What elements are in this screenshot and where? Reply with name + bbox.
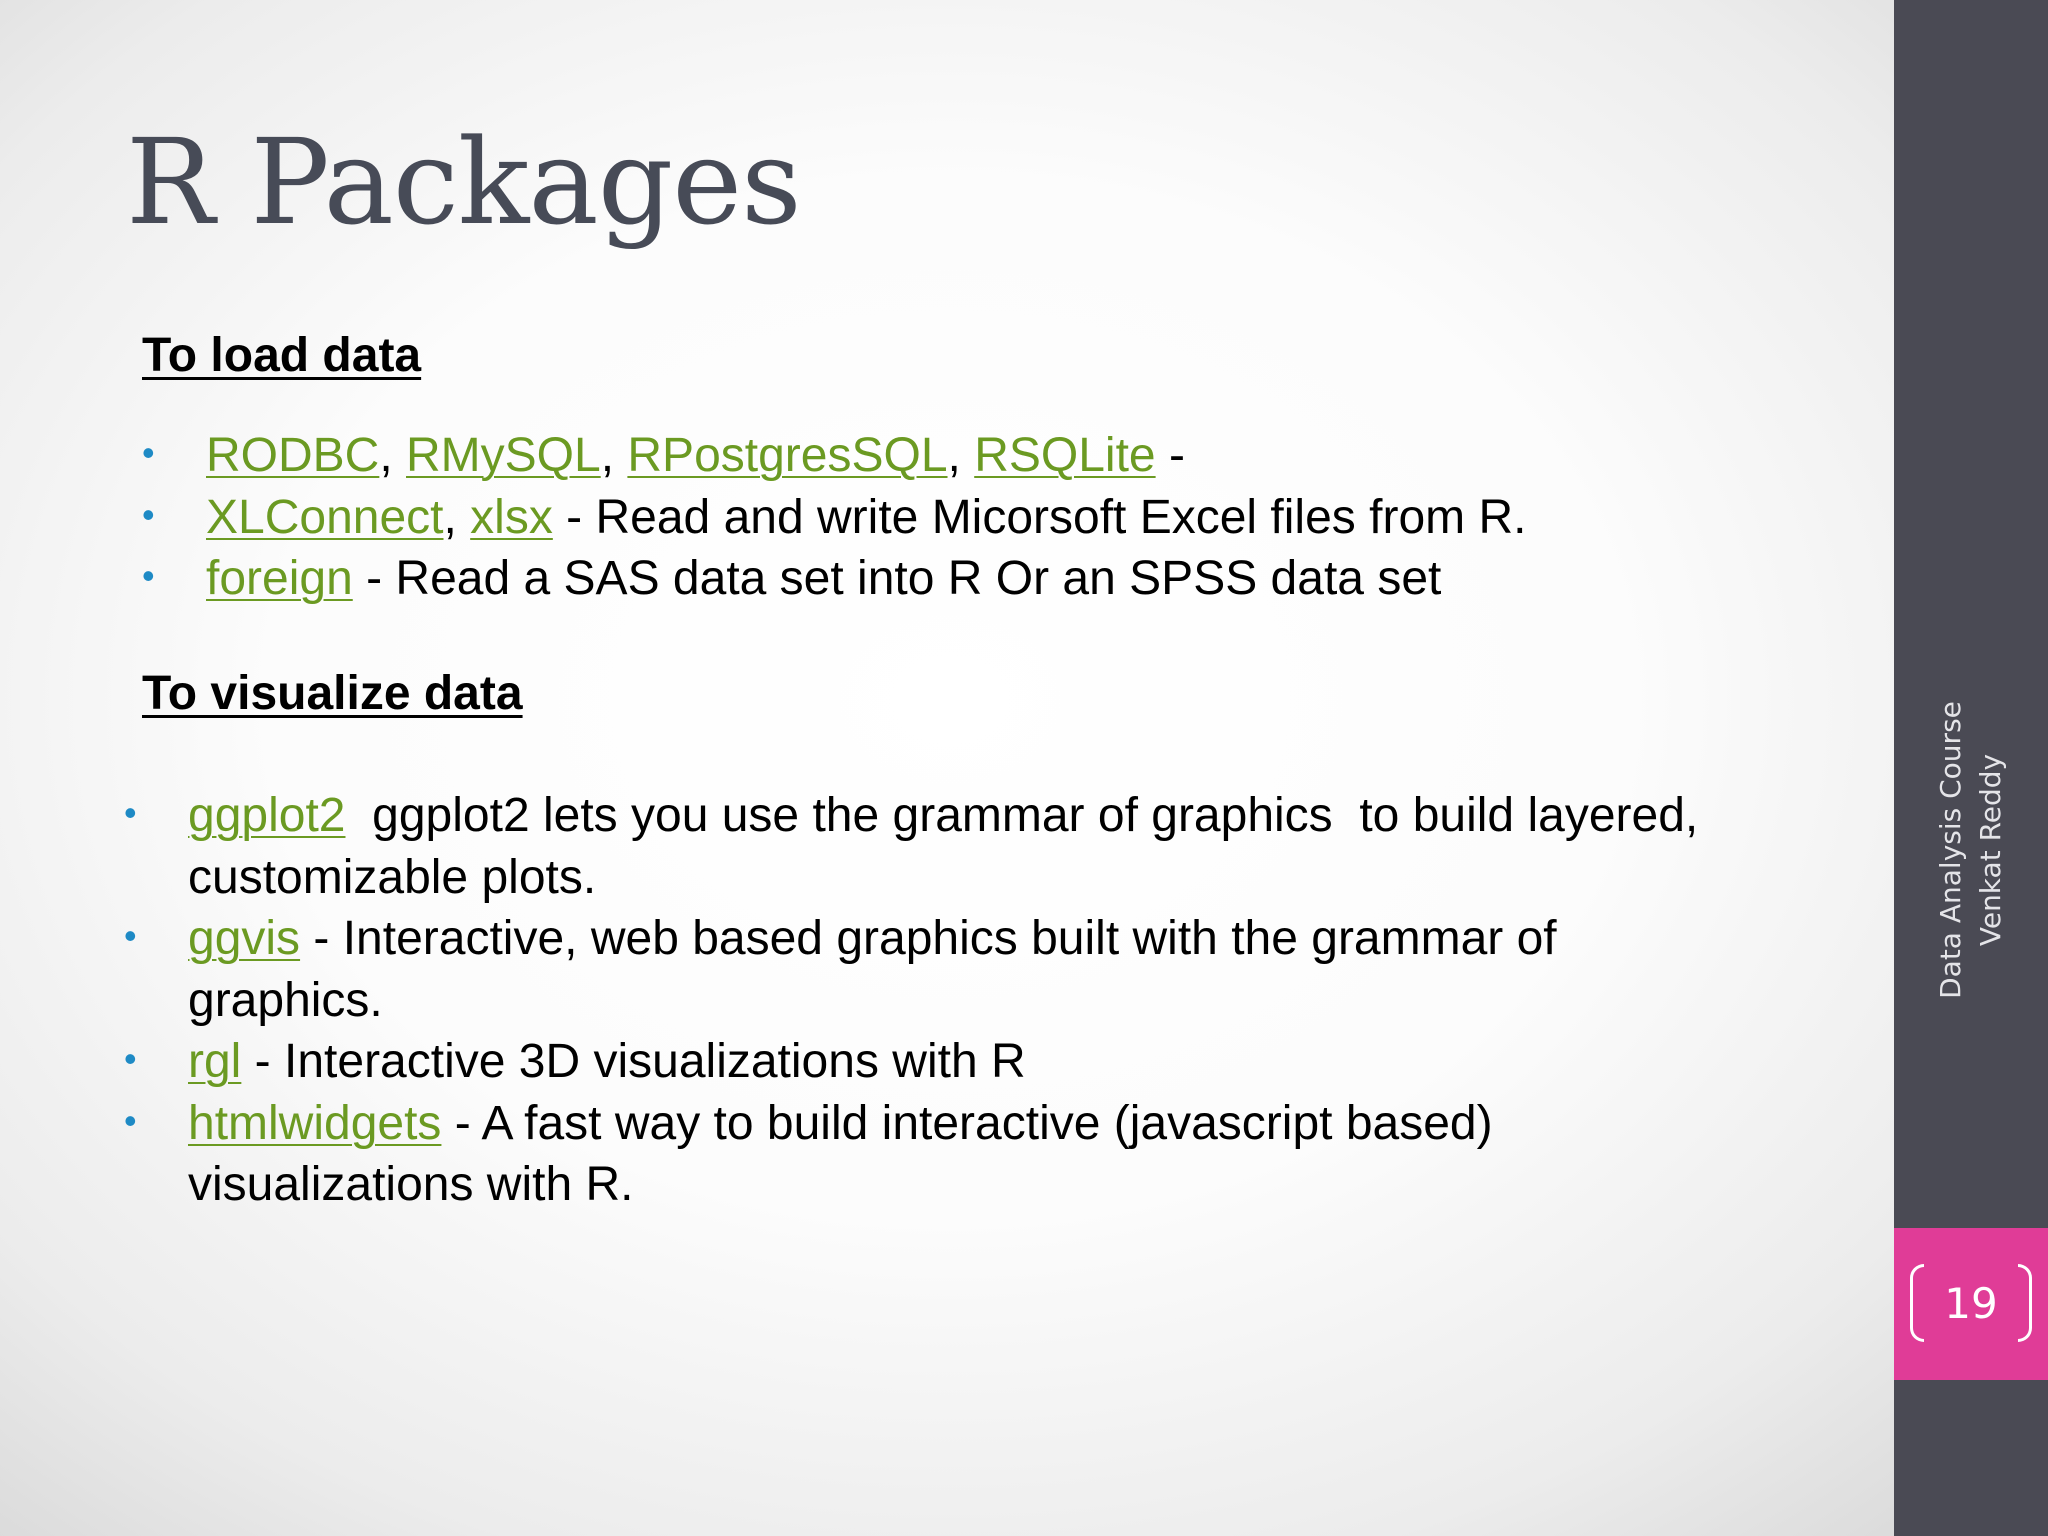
bullet-icon: • bbox=[142, 493, 155, 535]
page-number: 19 bbox=[1944, 1279, 1998, 1328]
link-xlsx[interactable]: xlsx bbox=[470, 490, 553, 544]
item-description: ggplot2 lets you use the grammar of graphics to build layered, bbox=[345, 789, 1699, 842]
list-item-xlconnect: • XLConnect, xlsx - Read and write Micorsoft Excel files from R. bbox=[142, 487, 1842, 549]
sidebar-caption bbox=[1931, 701, 2011, 999]
bullet-icon: • bbox=[142, 555, 155, 596]
link-rpostgressql[interactable]: RPostgresSQL bbox=[627, 429, 948, 482]
item-description: - Interactive, web based graphics built with the grammar of bbox=[300, 912, 1557, 965]
list-item-ggplot2 bbox=[124, 785, 1824, 908]
link-htmlwidgets[interactable]: htmlwidgets bbox=[188, 1096, 442, 1150]
list-item-ggvis bbox=[124, 908, 1824, 1031]
bullet-icon: • bbox=[142, 432, 155, 473]
bullet-icon: • bbox=[124, 792, 137, 833]
bullet-icon: • bbox=[124, 1038, 137, 1079]
list-item-rgl bbox=[124, 1031, 1824, 1093]
item-description: - A fast way to build interactive (javascript based) bbox=[441, 1096, 1493, 1150]
list-item-rodbc: • RODBC, RMySQL, RPostgresSQL, RSQLite - bbox=[142, 425, 1842, 487]
link-ggplot2[interactable]: ggplot2 bbox=[188, 789, 346, 842]
item-description: - bbox=[1155, 429, 1185, 482]
page-number-badge bbox=[1894, 1228, 2048, 1380]
link-rmysql[interactable]: RMySQL bbox=[406, 429, 601, 482]
item-continuation: visualizations with R. bbox=[188, 1158, 634, 1211]
bullet-icon: • bbox=[124, 915, 137, 956]
link-rsqlite[interactable]: RSQLite bbox=[974, 429, 1156, 482]
link-rgl[interactable]: rgl bbox=[188, 1035, 242, 1088]
link-ggvis[interactable]: ggvis bbox=[188, 912, 301, 965]
bullet-icon: • bbox=[124, 1099, 137, 1141]
link-foreign[interactable]: foreign bbox=[206, 552, 353, 605]
course-name: Data Analysis Course bbox=[1934, 701, 1967, 999]
section-heading-visualize-data: To visualize data bbox=[142, 667, 523, 720]
slide-title: R Packages bbox=[126, 113, 801, 251]
list-item-foreign bbox=[142, 548, 1842, 610]
item-description: - Interactive 3D visualizations with R bbox=[241, 1035, 1026, 1088]
author-name: Venkat Reddy bbox=[1974, 753, 2007, 947]
link-rodbc[interactable]: RODBC bbox=[206, 429, 380, 482]
list-item-htmlwidgets bbox=[124, 1093, 1824, 1216]
item-continuation: customizable plots. bbox=[188, 850, 597, 904]
visualize-data-list bbox=[124, 785, 1824, 1216]
item-description: - Read and write Micorsoft Excel files from R. bbox=[552, 490, 1527, 544]
link-xlconnect[interactable]: XLConnect bbox=[206, 490, 444, 544]
load-data-list bbox=[142, 425, 1842, 610]
section-heading-load-data: To load data bbox=[142, 329, 422, 382]
item-continuation: graphics. bbox=[188, 973, 383, 1027]
item-description: - Read a SAS data set into R Or an SPSS data set bbox=[352, 552, 1442, 605]
